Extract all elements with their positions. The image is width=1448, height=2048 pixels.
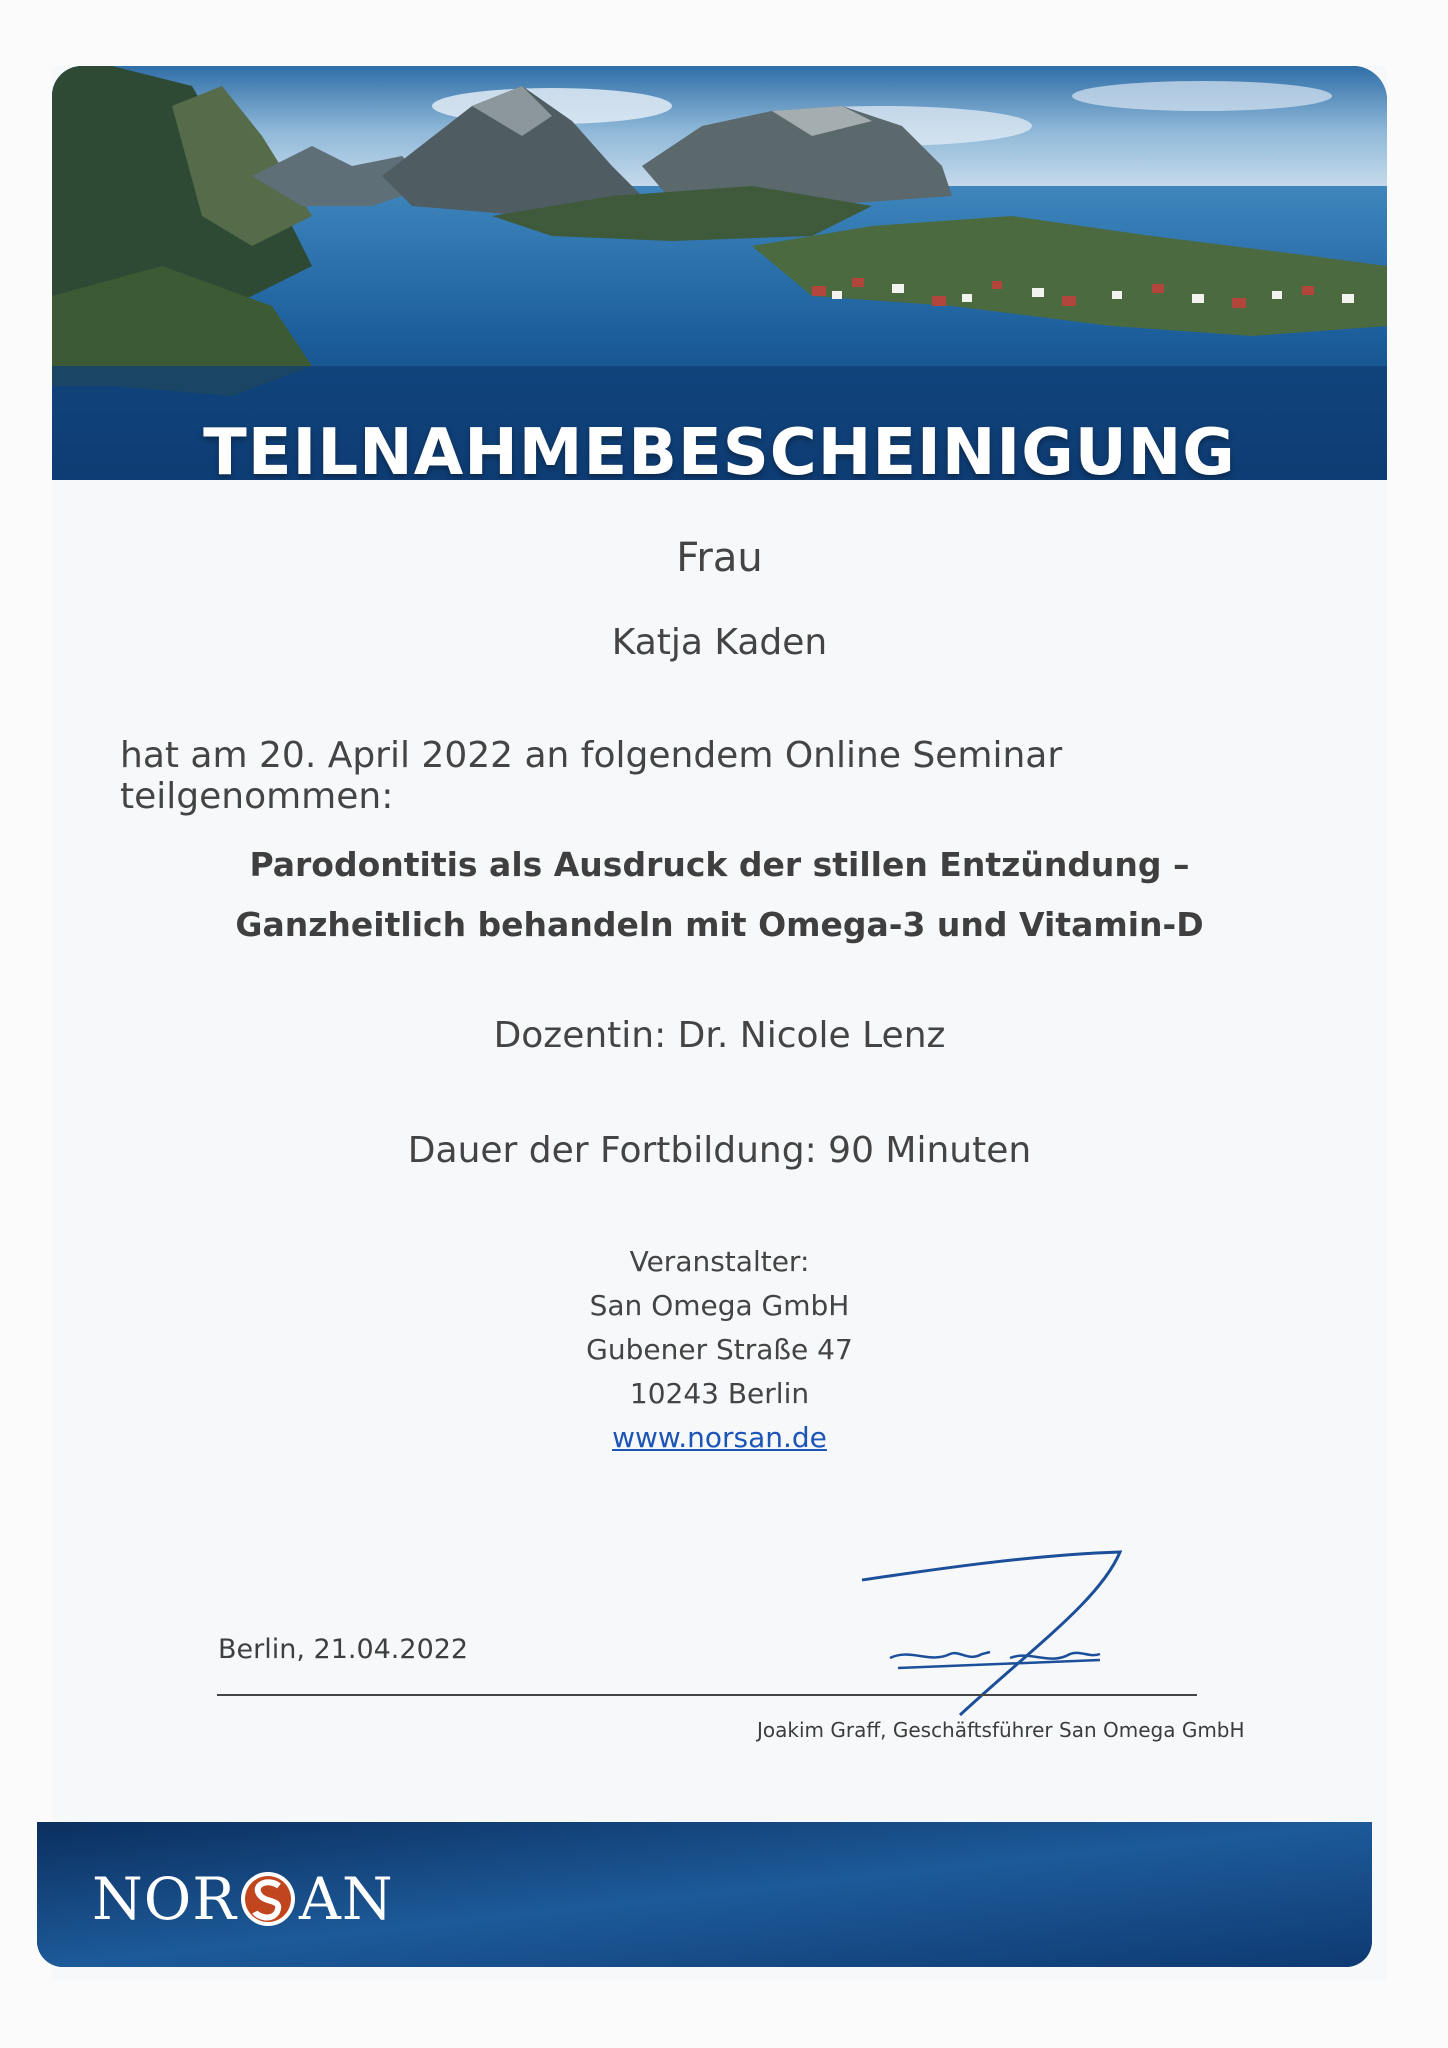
organizer-city: 10243 Berlin xyxy=(629,1377,810,1410)
certificate-title: TEILNAHMEBESCHEINIGUNG xyxy=(203,416,1236,480)
logo-s-emblem-icon xyxy=(239,1870,297,1928)
logo-text-left: NOR xyxy=(92,1865,237,1933)
handwritten-signature xyxy=(850,1540,1170,1720)
organizer-label: Veranstalter: xyxy=(629,1245,810,1278)
participant-name: Katja Kaden xyxy=(611,622,828,663)
signature-line xyxy=(217,1694,1197,1696)
logo-text-right: AN xyxy=(298,1865,394,1933)
organizer-website-link[interactable]: www.norsan.de xyxy=(612,1421,827,1454)
participation-statement: hat am 20. April 2022 an folgendem Online Seminar teilgenommen: xyxy=(120,735,1063,817)
place-date: Berlin, 21.04.2022 xyxy=(218,1634,469,1665)
seminar-title-line-2: Ganzheitlich behandeln mit Omega-3 und Vitamin-D xyxy=(235,905,1204,944)
salutation: Frau xyxy=(676,535,763,581)
header-banner xyxy=(52,66,1387,480)
seminar-title-line-1: Parodontitis als Ausdruck der stillen Entzündung – xyxy=(249,845,1190,884)
organizer-block xyxy=(52,1240,1387,1460)
footer-banner xyxy=(37,1822,1372,1967)
seminar-title xyxy=(52,835,1387,955)
organizer-company: San Omega GmbH xyxy=(589,1289,850,1322)
organizer-street: Gubener Straße 47 xyxy=(586,1333,853,1366)
signer-name: Joakim Graff, Geschäftsführer San Omega GmbH xyxy=(757,1718,1245,1742)
lecturer: Dozentin: Dr. Nicole Lenz xyxy=(493,1015,946,1056)
course-duration: Dauer der Fortbildung: 90 Minuten xyxy=(407,1130,1032,1171)
norsan-logo xyxy=(92,1864,394,1934)
